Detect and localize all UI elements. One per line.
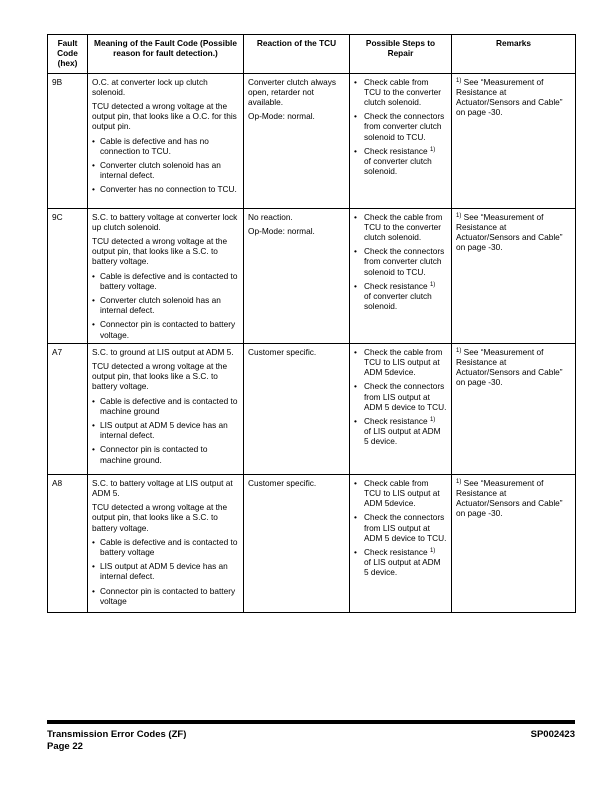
list-item: • Check the connectors from converter clutch solenoid to TCU. — [354, 111, 447, 142]
list-item: • Converter has no connection to TCU. — [92, 184, 239, 194]
table-row — [48, 343, 576, 474]
steps-list — [354, 478, 447, 578]
list-item: • Connector pin is contacted to machine ground. — [92, 444, 239, 464]
detail-text: TCU detected a wrong voltage at the output pin, that looks like a S.C. to battery voltage. — [92, 361, 228, 392]
meaning-text: S.C. to battery voltage at converter lock up clutch solenoid. — [92, 211, 238, 232]
fault-code-cell: 9B — [48, 73, 88, 208]
opmode-text: Op-Mode: normal. — [248, 111, 315, 122]
steps-cell — [350, 208, 452, 343]
list-item: • Cable is defective and is contacted to battery voltage — [92, 537, 239, 557]
reaction-cell — [244, 343, 350, 474]
list-item: • Cable is defective and is contacted to battery voltage. — [92, 271, 239, 291]
list-item: • Check resistance $^{1)}$ of converter clutch solenoid. — [354, 281, 447, 312]
list-item: • Check the cable from TCU to LIS output at ADM 5device. — [354, 347, 447, 378]
list-item: • Check the connectors from LIS output at ADM 5 device to TCU. — [354, 512, 447, 543]
page-number: Page 22 — [47, 741, 83, 752]
steps-cell — [350, 474, 452, 612]
steps-list — [354, 77, 447, 177]
header-steps: Possible Steps to Repair — [350, 35, 452, 74]
footnote-marker: 1) — [456, 478, 462, 485]
list-item: • Connector pin is contacted to battery voltage. — [92, 319, 239, 339]
meaning-text: S.C. to ground at LIS output at ADM 5. — [92, 346, 234, 357]
remark-text: See “Measurement of Resistance at Actuator/Sensors and Cable” on page -30. — [456, 211, 563, 253]
meaning-cell — [88, 343, 244, 474]
remarks-cell — [452, 474, 576, 612]
detail-text: TCU detected a wrong voltage at the output pin, that looks like a O.C. for this output pin. — [92, 101, 237, 132]
fault-code-cell: A8 — [48, 474, 88, 612]
remarks-cell — [452, 73, 576, 208]
fault-code-cell: 9C — [48, 208, 88, 343]
reaction-cell — [244, 208, 350, 343]
remark-text: See “Measurement of Resistance at Actuator/Sensors and Cable” on page -30. — [456, 477, 563, 519]
steps-cell — [350, 343, 452, 474]
table-header-row — [48, 35, 576, 74]
document-id: SP002423 — [530, 729, 575, 740]
meaning-cell — [88, 474, 244, 612]
fault-code-cell: A7 — [48, 343, 88, 474]
meaning-cell — [88, 208, 244, 343]
remark-text: See “Measurement of Resistance at Actuator/Sensors and Cable” on page -30. — [456, 76, 563, 118]
list-item: • Check the connectors from converter clutch solenoid to TCU. — [354, 246, 447, 277]
reaction-text: Converter clutch always open, retarder not available. — [248, 76, 337, 108]
list-item: • Check resistance $^{1)}$ of LIS output at ADM 5 device. — [354, 547, 447, 578]
list-item: • Cable is defective and is contacted to machine ground — [92, 396, 239, 416]
list-item: • Converter clutch solenoid has an internal defect. — [92, 295, 239, 315]
reaction-cell — [244, 73, 350, 208]
fault-code-table — [47, 34, 576, 613]
cause-list — [92, 136, 239, 195]
meaning-text: O.C. at converter lock up clutch solenoid. — [92, 76, 208, 97]
steps-cell — [350, 73, 452, 208]
table-row — [48, 208, 576, 343]
header-fault-code: Fault Code (hex) — [48, 35, 88, 74]
list-item: • Check cable from TCU to the converter clutch solenoid. — [354, 77, 447, 108]
meaning-text: S.C. to battery voltage at LIS output at ADM 5. — [92, 477, 233, 499]
opmode-text: Op-Mode: normal. — [248, 225, 315, 236]
reaction-text: Customer specific. — [248, 477, 317, 488]
footnote-marker: 1) — [456, 212, 462, 219]
header-reaction: Reaction of the TCU — [244, 35, 350, 74]
detail-text: TCU detected a wrong voltage at the output pin, that looks like a S.C. to battery voltage. — [92, 236, 228, 267]
footer-title: Transmission Error Codes (ZF) — [47, 729, 187, 740]
list-item: • Check resistance $^{1)}$ of LIS output at ADM 5 device. — [354, 416, 447, 447]
list-item: • Check the cable from TCU to the converter clutch solenoid. — [354, 212, 447, 243]
steps-list — [354, 347, 447, 447]
remark-text: See “Measurement of Resistance at Actuator/Sensors and Cable” on page -30. — [456, 346, 563, 388]
list-item: • LIS output at ADM 5 device has an internal defect. — [92, 561, 239, 581]
meaning-cell — [88, 73, 244, 208]
remarks-cell — [452, 208, 576, 343]
table-row — [48, 73, 576, 208]
detail-text: TCU detected a wrong voltage at the output pin, that looks like a S.C. to battery voltage. — [92, 502, 228, 533]
footer-divider — [47, 720, 575, 724]
header-meaning: Meaning of the Fault Code (Possible reason for fault detection.) — [88, 35, 244, 74]
list-item: • Connector pin is contacted to battery voltage — [92, 586, 239, 606]
reaction-text: No reaction. — [248, 211, 293, 222]
footnote-marker: 1) — [456, 77, 462, 84]
table-row — [48, 474, 576, 612]
remarks-cell — [452, 343, 576, 474]
steps-list — [354, 212, 447, 312]
list-item: • LIS output at ADM 5 device has an internal defect. — [92, 420, 239, 440]
reaction-text: Customer specific. — [248, 346, 317, 357]
list-item: • Check resistance $^{1)}$ of converter clutch solenoid. — [354, 146, 447, 177]
cause-list — [92, 537, 239, 606]
list-item: • Check the connectors from LIS output at ADM 5 device to TCU. — [354, 381, 447, 412]
cause-list — [92, 271, 239, 340]
cause-list — [92, 396, 239, 465]
list-item: • Cable is defective and has no connection to TCU. — [92, 136, 239, 156]
list-item: • Converter clutch solenoid has an internal defect. — [92, 160, 239, 180]
header-remarks: Remarks — [452, 35, 576, 74]
list-item: • Check cable from TCU to LIS output at ADM 5device. — [354, 478, 447, 509]
footnote-marker: 1) — [456, 347, 462, 354]
reaction-cell — [244, 474, 350, 612]
